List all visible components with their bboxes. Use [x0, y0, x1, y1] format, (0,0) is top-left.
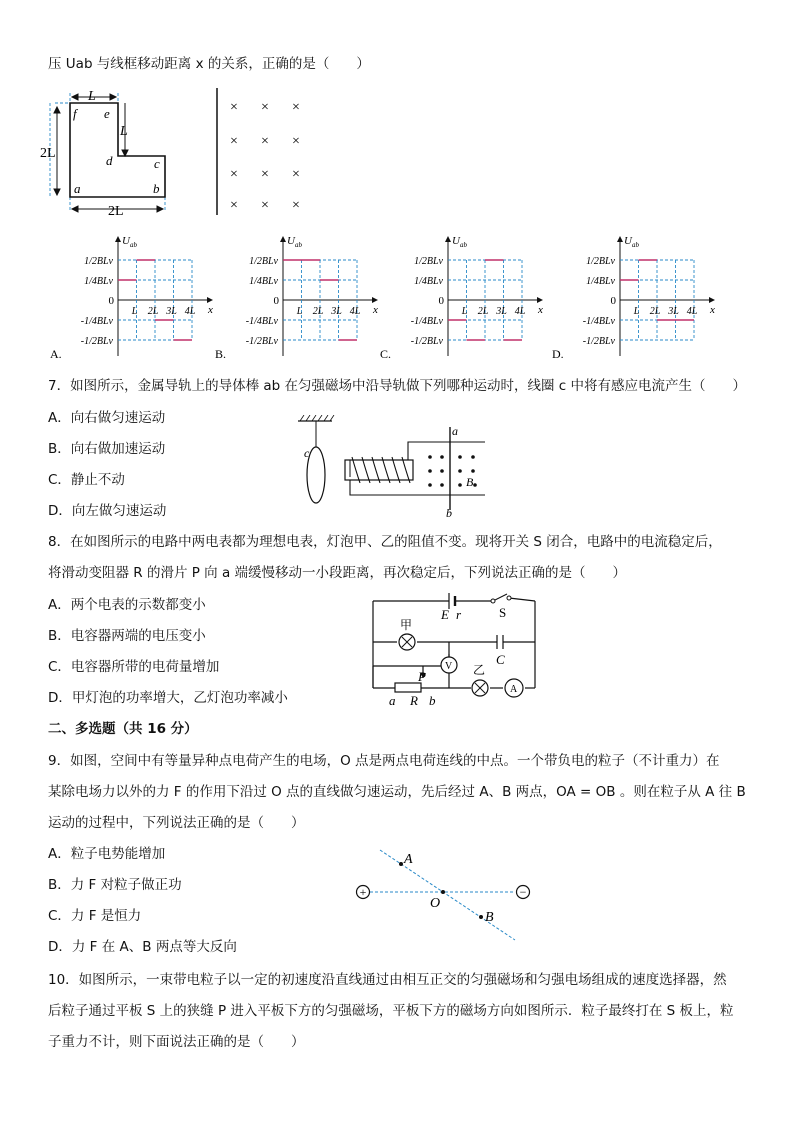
- q8-option-c: C．电容器所带的电荷量增加: [48, 659, 220, 675]
- graph-option-letter: C.: [380, 347, 392, 360]
- q8-stem-line1: 8．在如图所示的电路中两电表都为理想电表，灯泡甲、乙的阻值不变。现将开关 S 闭合，电路中的电流稳定后，: [48, 534, 722, 550]
- field-cross-mark: ×: [230, 134, 238, 149]
- graph-axis-x-label: x: [373, 304, 378, 316]
- field-cross-mark: ×: [230, 167, 238, 182]
- graph-y-tick-label: 1/2BLv: [414, 256, 443, 267]
- q8-label-b: b: [429, 693, 436, 708]
- section-multi-choice-heading: 二、多选题（共 16 分）: [48, 721, 198, 737]
- q7-label-B: B: [466, 475, 474, 489]
- q8-label-jia: 甲: [400, 618, 413, 632]
- field-cross-mark: ×: [230, 198, 238, 213]
- q6-field-region: [210, 85, 320, 220]
- graph-option-letter: A.: [50, 347, 62, 360]
- q9-option-d: D．力 F 在 A、B 两点等大反向: [48, 939, 237, 955]
- q6-graph-option-b: [213, 232, 383, 360]
- graph-x-tick-label: L: [131, 306, 138, 317]
- graph-x-tick-label: L: [461, 306, 468, 317]
- graph-x-tick-label: 2L: [312, 306, 324, 317]
- graph-origin-label: 0: [273, 295, 279, 307]
- q9-minus: −: [519, 885, 527, 899]
- q9-option-b: B．力 F 对粒子做正功: [48, 877, 182, 893]
- graph-axis-x-label: x: [208, 304, 213, 316]
- graph-x-tick-label: 4L: [184, 306, 196, 317]
- label-f: f: [73, 106, 77, 121]
- graph-x-tick-label: 2L: [147, 306, 159, 317]
- q9-option-a: A．粒子电势能增加: [48, 846, 166, 862]
- graph-x-tick-label: 3L: [496, 306, 507, 317]
- graph-x-tick-label: L: [296, 306, 303, 317]
- q8-label-R: R: [410, 693, 418, 708]
- graph-y-tick-label: 1/4BLv: [414, 276, 443, 287]
- label-2L-bottom: 2L: [108, 204, 124, 219]
- q7-option-a: A．向右做匀速运动: [48, 410, 166, 426]
- graph-axis-y-label: U: [287, 235, 295, 247]
- q7-stem: 7．如图所示，金属导轨上的导体棒 ab 在匀强磁场中沿导轨做下列哪种运动时，线圈 c 中将有感应电流产生（ ）: [48, 378, 747, 394]
- q8-label-V: V: [445, 661, 453, 672]
- graph-y-tick-label: 1/2BLv: [84, 256, 113, 267]
- q6-graph-option-d: [550, 232, 720, 360]
- graph-x-tick-label: 2L: [477, 306, 489, 317]
- q7-label-a: a: [452, 424, 458, 438]
- graph-x-tick-label: 3L: [668, 306, 679, 317]
- graph-axis-x-label: x: [710, 304, 715, 316]
- q8-option-b: B．电容器两端的电压变小: [48, 628, 206, 644]
- graph-axis-y-subscript: ab: [130, 241, 137, 249]
- q7-label-c: c: [304, 446, 310, 460]
- graph-x-tick-label: L: [633, 306, 640, 317]
- graph-x-tick-label: 3L: [166, 306, 177, 317]
- graph-axis-y-subscript: ab: [295, 241, 302, 249]
- q9-label-O: O: [430, 896, 441, 911]
- q10-stem-line1: 10．如图所示，一束带电粒子以一定的初速度沿直线通过由相互正交的匀强磁场和匀强电场组成的速度选择器，然: [48, 972, 727, 988]
- q6-stem: 压 Uab 与线框移动距离 x 的关系，正确的是（ ）: [48, 56, 370, 72]
- q9-stem-line1: 9．如图，空间中有等量异种点电荷产生的电场，O 点是两点电荷连线的中点。一个带负电的粒子（不计重力）在: [48, 753, 720, 769]
- graph-y-tick-label: -1/4BLv: [80, 316, 113, 327]
- graph-axis-y-subscript: ab: [460, 241, 467, 249]
- q9-stem-line3: 运动的过程中，下列说法正确的是（ ）: [48, 815, 305, 831]
- q7-option-d: D．向左做匀速运动: [48, 503, 167, 519]
- q8-stem-line2: 将滑动变阻器 R 的滑片 P 向 a 端缓慢移动一小段距离，再次稳定后，下列说法正确的是（ ）: [48, 565, 627, 581]
- q7-option-b: B．向右做加速运动: [48, 441, 166, 457]
- graph-y-tick-label: 1/4BLv: [586, 276, 615, 287]
- field-cross-mark: ×: [292, 198, 300, 213]
- q8-option-d: D．甲灯泡的功率增大，乙灯泡功率减小: [48, 690, 288, 706]
- q6-graph-option-a: [48, 232, 218, 360]
- q8-label-yi: 乙: [473, 663, 486, 677]
- field-cross-mark: ×: [230, 100, 238, 115]
- q8-circuit: [365, 590, 545, 710]
- q8-label-S: S: [499, 605, 507, 620]
- q9-plus: +: [359, 885, 367, 899]
- q6-frame-figure: [40, 85, 180, 220]
- graph-x-tick-label: 3L: [331, 306, 342, 317]
- graph-axis-y-label: U: [122, 235, 130, 247]
- field-cross-mark: ×: [292, 134, 300, 149]
- graph-y-tick-label: -1/4BLv: [410, 316, 443, 327]
- field-cross-mark: ×: [261, 198, 269, 213]
- q7-option-c: C．静止不动: [48, 472, 125, 488]
- graph-origin-label: 0: [108, 295, 114, 307]
- graph-y-tick-label: 1/2BLv: [249, 256, 278, 267]
- q7-figure: [290, 415, 500, 520]
- graph-y-tick-label: -1/4BLv: [582, 316, 615, 327]
- field-cross-mark: ×: [261, 100, 269, 115]
- field-cross-mark: ×: [292, 167, 300, 182]
- q8-label-C: C: [496, 652, 505, 667]
- graph-axis-y-label: U: [452, 235, 460, 247]
- label-c: c: [154, 156, 160, 171]
- q9-stem-line2: 某除电场力以外的力 F 的作用下沿过 O 点的直线做匀速运动，先后经过 A、B 两点，OA = OB 。则在粒子从 A 往 B: [48, 784, 746, 800]
- graph-y-tick-label: -1/2BLv: [410, 336, 443, 347]
- q10-stem-line3: 子重力不计，则下面说法正确的是（ ）: [48, 1034, 305, 1050]
- graph-axis-x-label: x: [538, 304, 543, 316]
- q8-option-a: A．两个电表的示数都变小: [48, 597, 206, 613]
- graph-y-tick-label: -1/2BLv: [245, 336, 278, 347]
- graph-y-tick-label: -1/2BLv: [80, 336, 113, 347]
- label-L-top: L: [88, 89, 96, 104]
- graph-origin-label: 0: [438, 295, 444, 307]
- label-a: a: [74, 181, 81, 196]
- graph-y-tick-label: 1/2BLv: [586, 256, 615, 267]
- q8-label-a: a: [389, 693, 396, 708]
- graph-y-tick-label: 1/4BLv: [84, 276, 113, 287]
- field-cross-mark: ×: [292, 100, 300, 115]
- q9-label-B: B: [485, 910, 494, 925]
- graph-y-tick-label: -1/2BLv: [582, 336, 615, 347]
- field-cross-mark: ×: [261, 167, 269, 182]
- graph-x-tick-label: 4L: [514, 306, 526, 317]
- q10-stem-line2: 后粒子通过平板 S 上的狭缝 P 进入平板下方的匀强磁场，平板下方的磁场方向如图所示．粒子最终打在 S 板上，粒: [48, 1003, 734, 1019]
- label-e: e: [104, 106, 110, 121]
- q9-figure: [350, 845, 540, 945]
- label-d: d: [106, 153, 113, 168]
- q8-label-P: P: [418, 669, 426, 684]
- q9-label-A: A: [404, 852, 413, 867]
- graph-option-letter: D.: [552, 347, 564, 360]
- graph-option-letter: B.: [215, 347, 227, 360]
- label-L-side: L: [120, 124, 128, 139]
- q8-label-r: r: [456, 607, 462, 622]
- graph-origin-label: 0: [610, 295, 616, 307]
- field-cross-mark: ×: [261, 134, 269, 149]
- graph-axis-y-label: U: [624, 235, 632, 247]
- label-b: b: [153, 181, 160, 196]
- graph-y-tick-label: -1/4BLv: [245, 316, 278, 327]
- graph-x-tick-label: 4L: [349, 306, 361, 317]
- q8-label-A: A: [510, 684, 518, 695]
- graph-x-tick-label: 2L: [649, 306, 661, 317]
- q9-option-c: C．力 F 是恒力: [48, 908, 142, 924]
- q8-label-E: E: [441, 607, 449, 622]
- graph-axis-y-subscript: ab: [632, 241, 639, 249]
- q6-graph-option-c: [378, 232, 548, 360]
- q7-label-b: b: [446, 506, 452, 520]
- graph-x-tick-label: 4L: [686, 306, 698, 317]
- graph-y-tick-label: 1/4BLv: [249, 276, 278, 287]
- label-2L-left: 2L: [40, 146, 56, 161]
